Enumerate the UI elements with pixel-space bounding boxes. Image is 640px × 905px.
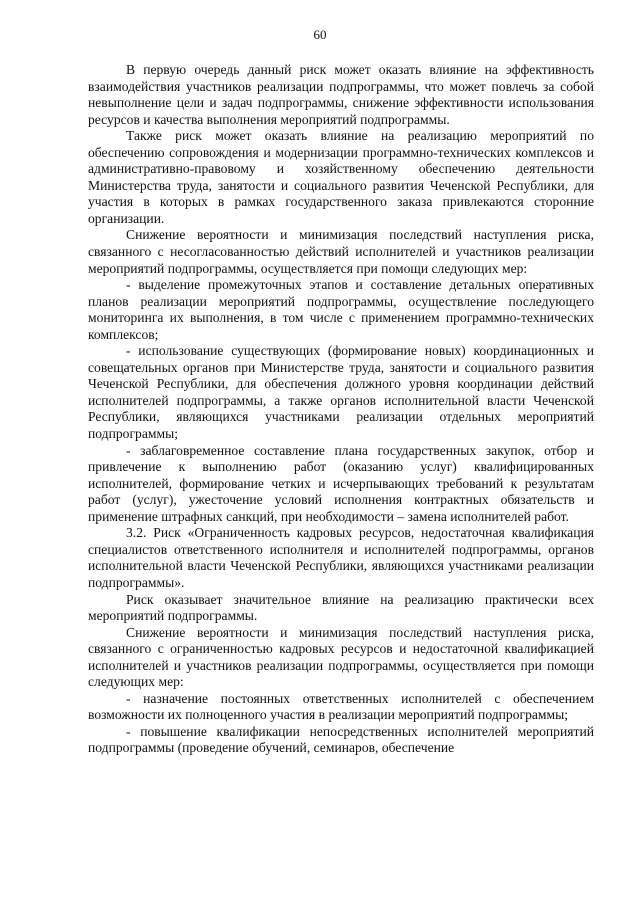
paragraph: Также риск может оказать влияние на реализацию мероприятий по обеспечению сопровождения и модернизации программно-технических комплексов и административно-правовому и хозяйственному обеспечению деятельности Министерства труда, занятости и социального развития Чеченской Республики, для участия в которых в рамках государственного заказа привлекаются сторонние организации. — [88, 128, 594, 226]
page-number: 60 — [313, 27, 327, 42]
list-item: - использование существующих (формирование новых) координационных и совещательных органов при Министерстве труда, занятости и социального развития Чеченской Республики, для обеспечения должного уровня координации действий исполнителей подпрограммы, а также органов исполнительной власти Чеченской Республики, являющихся участниками реализации отдельных мероприятий подпрограммы; — [88, 343, 594, 442]
section-heading-paragraph: 3.2. Риск «Ограниченность кадровых ресурсов, недостаточная квалификация специалистов ответственного исполнителя и исполнителей подпрограммы, органов исполнительной власти Чеченской Республики, являющихся участниками реализации подпрограммы». — [88, 525, 594, 590]
list-item: - повышение квалификации непосредственных исполнителей мероприятий подпрограммы (проведение обучений, семинаров, обеспечение — [88, 723, 594, 756]
list-item: - выделение промежуточных этапов и составление детальных оперативных планов реализации мероприятий подпрограммы, осуществление последующего мониторинга их выполнения, в том числе с применением программно-технических комплексов; — [88, 277, 594, 342]
paragraph: В первую очередь данный риск может оказать влияние на эффективность взаимодействия участников реализации подпрограммы, что может повлечь за собой невыполнение цели и задач подпрограммы, снижение эффективности использования ресурсов и качества выполнения мероприятий подпрограммы. — [88, 62, 594, 127]
paragraph: Риск оказывает значительное влияние на реализацию практически всех мероприятий подпрограммы. — [88, 591, 594, 624]
list-item: - заблаговременное составление плана государственных закупок, отбор и привлечение к выполнению работ (оказанию услуг) квалифицированных исполнителей, формирование четких и исчерпывающих требований к результатам работ (услуг), ужесточение условий исполнения контрактных обязательств и применение штрафных санкций, при необходимости – замена исполнителей работ. — [88, 442, 594, 524]
paragraph: Снижение вероятности и минимизация последствий наступления риска, связанного с несогласованностью действий исполнителей и участников реализации мероприятий подпрограммы, осуществляется при помощи следующих мер: — [88, 227, 594, 276]
list-item: - назначение постоянных ответственных исполнителей с обеспечением возможности их полноценного участия в реализации мероприятий подпрограммы; — [88, 690, 594, 723]
paragraph: Снижение вероятности и минимизация последствий наступления риска, связанного с ограниченностью кадровых ресурсов и недостаточной квалификацией исполнителей и участников реализации подпрограммы, осуществляется при помощи следующих мер: — [88, 624, 594, 690]
page-body — [88, 62, 594, 757]
